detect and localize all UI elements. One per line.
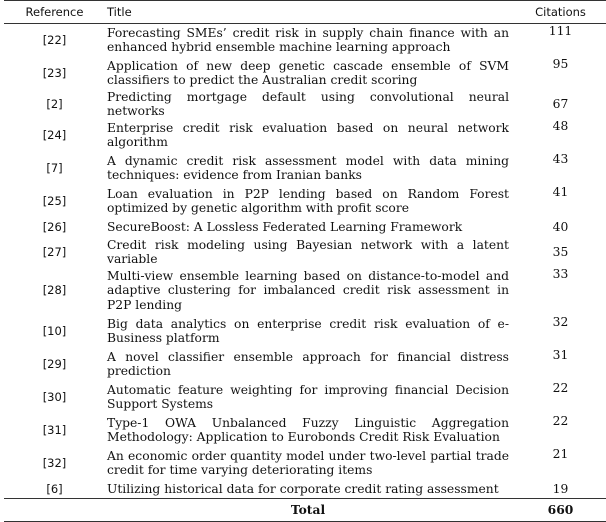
cell-reference: [32]: [42, 455, 67, 470]
table-row: [4, 381, 606, 414]
cell-title: A novel classifier ensemble approach for financial distress prediction: [107, 349, 509, 378]
table-row: [4, 152, 606, 185]
total-empty-cell: [4, 499, 105, 522]
cell-reference: [29]: [42, 356, 67, 371]
cell-title: Enterprise credit risk evaluation based on neural network algorithm: [107, 120, 509, 149]
cell-title: Credit risk modeling using Bayesian network with a latent variable: [107, 237, 509, 266]
cell-reference: [27]: [42, 244, 67, 259]
table-row: [4, 447, 606, 480]
table-row: [4, 414, 606, 447]
table-row: [4, 119, 606, 152]
table-row: [4, 315, 606, 348]
cell-citations: 43: [552, 151, 569, 166]
table-row: [4, 348, 606, 381]
table-row: [4, 267, 606, 315]
cell-reference: [22]: [42, 33, 67, 47]
cell-citations: 33: [552, 266, 569, 281]
table-row: [4, 480, 606, 499]
cell-reference: [31]: [42, 422, 67, 437]
cell-citations: 32: [552, 314, 569, 329]
header-reference: Reference: [4, 1, 105, 24]
cell-citations: 67: [552, 96, 569, 111]
table-row: [4, 218, 606, 238]
total-label: Total: [105, 499, 513, 522]
citations-table: [4, 0, 606, 522]
cell-title: Loan evaluation in P2P lending based on Random Forest optimized by genetic algorithm with profit score: [107, 186, 509, 215]
cell-reference: [26]: [42, 220, 67, 235]
cell-reference: [28]: [42, 283, 67, 298]
header-row: [4, 1, 606, 24]
cell-title: Multi-view ensemble learning based on distance-to-model and adaptive clustering for imbalanced credit risk assessment in P2P lending: [107, 268, 509, 312]
table-row: [4, 90, 606, 119]
cell-reference: [30]: [42, 389, 67, 404]
cell-citations: 22: [552, 413, 569, 428]
table-row: [4, 238, 606, 267]
cell-title: SecureBoost: A Lossless Federated Learning Framework: [107, 220, 463, 235]
cell-reference: [23]: [42, 65, 67, 80]
cell-reference: [7]: [46, 160, 63, 175]
cell-reference: [10]: [42, 323, 67, 338]
total-citations: 660: [513, 499, 606, 522]
cell-title: Automatic feature weighting for improving financial Decision Support Systems: [107, 382, 509, 411]
header-citations: Citations: [513, 1, 606, 24]
cell-citations: 19: [552, 481, 569, 496]
header-title: Title: [105, 1, 513, 24]
cell-title: Forecasting SMEs’ credit risk in supply chain finance with an enhanced hybrid ensemble machine learning approach: [107, 25, 509, 55]
cell-citations: 21: [552, 446, 569, 461]
cell-reference: [6]: [46, 481, 63, 496]
cell-title: Application of new deep genetic cascade ensemble of SVM classifiers to predict the Australian credit scoring: [107, 58, 509, 87]
cell-citations: 40: [552, 220, 569, 235]
table-row: [4, 57, 606, 90]
cell-title: An economic order quantity model under two-level partial trade credit for time varying deteriorating items: [107, 448, 509, 477]
cell-citations: 35: [552, 244, 569, 259]
cell-reference: [2]: [46, 96, 63, 111]
cell-citations: 48: [552, 118, 569, 133]
cell-citations: 22: [552, 380, 569, 395]
cell-title: Predicting mortgage default using convolutional neural networks: [107, 89, 509, 118]
cell-citations: 31: [552, 347, 569, 362]
cell-reference: [24]: [42, 127, 67, 142]
cell-citations: 95: [552, 56, 569, 71]
cell-reference: [25]: [42, 193, 67, 208]
total-row: [4, 499, 606, 522]
cell-title: A dynamic credit risk assessment model with data mining techniques: evidence from Iranian banks: [107, 153, 509, 182]
cell-title: Big data analytics on enterprise credit risk evaluation of e-Business platform: [107, 316, 509, 345]
cell-citations: 111: [548, 24, 573, 38]
cell-title: Utilizing historical data for corporate credit rating assessment: [107, 481, 499, 496]
cell-citations: 41: [552, 184, 569, 199]
table-row: [4, 185, 606, 218]
table-row: [4, 24, 606, 57]
cell-title: Type-1 OWA Unbalanced Fuzzy Linguistic Aggregation Methodology: Application to Eurobonds Credit Risk Evaluation: [107, 415, 509, 444]
